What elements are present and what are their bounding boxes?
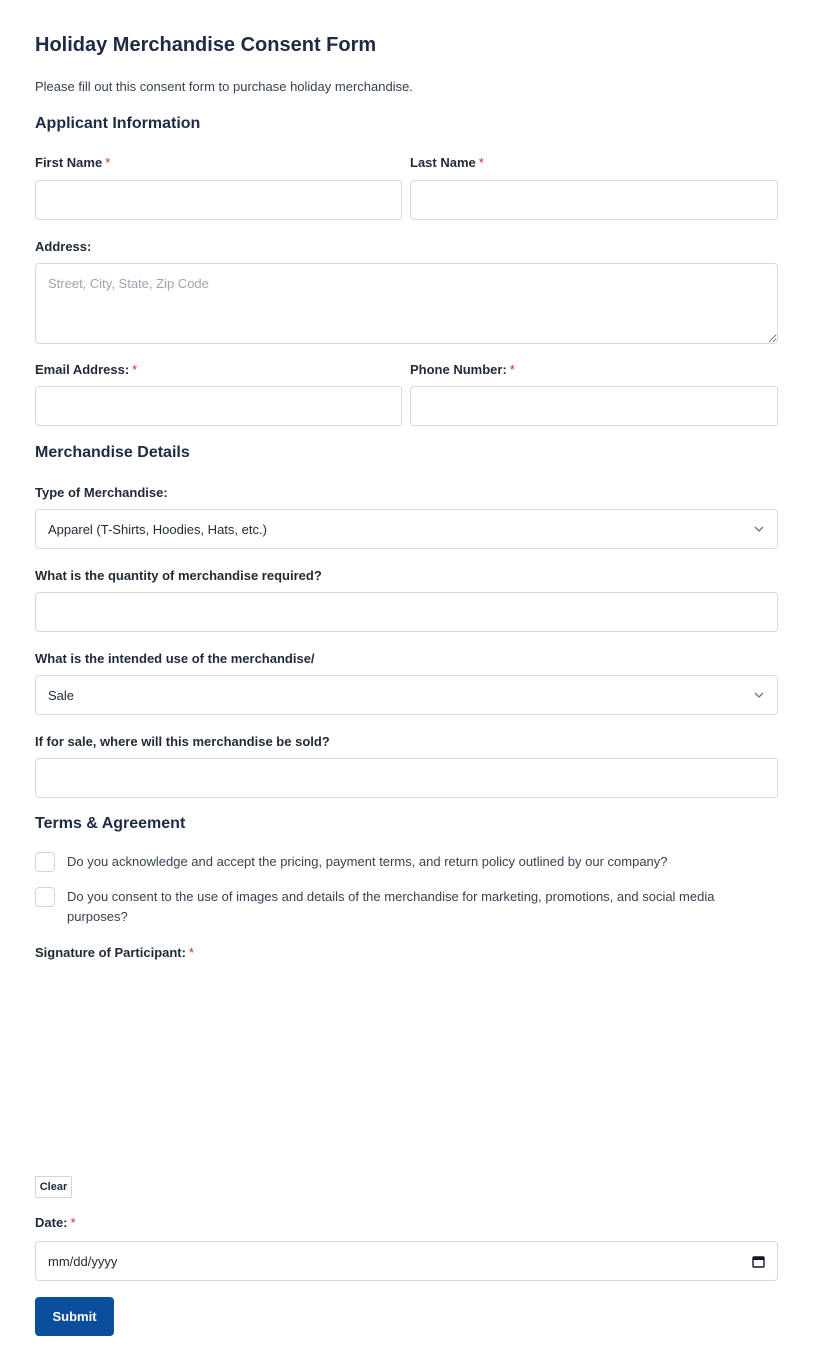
intended-use-label: What is the intended use of the merchandise/ bbox=[35, 651, 315, 666]
date-label bbox=[35, 1215, 76, 1230]
quantity-input[interactable] bbox=[35, 592, 778, 632]
date-placeholder: mm/dd/yyyy bbox=[48, 1253, 118, 1269]
merch-type-label: Type of Merchandise: bbox=[35, 485, 168, 500]
address-textarea[interactable] bbox=[35, 263, 778, 344]
date-label-text: Date: bbox=[35, 1215, 68, 1230]
calendar-icon[interactable] bbox=[752, 1255, 765, 1268]
signature-label-text: Signature of Participant: bbox=[35, 945, 186, 960]
address-label: Address: bbox=[35, 239, 92, 254]
email-input[interactable] bbox=[35, 386, 402, 426]
phone-label-text: Phone Number: bbox=[410, 362, 507, 377]
merch-type-select[interactable] bbox=[35, 509, 778, 549]
phone-label bbox=[410, 362, 515, 377]
submit-button[interactable]: Submit bbox=[35, 1297, 114, 1336]
chevron-down-icon bbox=[753, 689, 765, 701]
intended-use-selected: Sale bbox=[48, 687, 75, 703]
phone-input[interactable] bbox=[410, 386, 778, 426]
last-name-input[interactable] bbox=[410, 180, 778, 220]
terms-checkbox-marketing[interactable] bbox=[35, 887, 55, 907]
last-name-label-text: Last Name bbox=[410, 155, 476, 170]
signature-pad[interactable] bbox=[35, 968, 778, 1168]
section-terms-heading: Terms & Agreement bbox=[35, 815, 186, 832]
first-name-label-text: First Name bbox=[35, 155, 103, 170]
terms-checkbox-pricing[interactable] bbox=[35, 852, 55, 872]
email-label-text: Email Address: bbox=[35, 362, 130, 377]
first-name-input[interactable] bbox=[35, 180, 402, 220]
sale-location-label: If for sale, where will this merchandise be sold? bbox=[35, 734, 330, 749]
merch-type-selected: Apparel (T-Shirts, Hoodies, Hats, etc.) bbox=[48, 521, 267, 537]
quantity-label: What is the quantity of merchandise required? bbox=[35, 568, 322, 583]
required-marker: * bbox=[70, 1215, 76, 1230]
section-merchandise-heading: Merchandise Details bbox=[35, 444, 190, 461]
clear-signature-button[interactable]: Clear bbox=[35, 1176, 72, 1198]
signature-label bbox=[35, 945, 194, 960]
required-marker: * bbox=[132, 362, 138, 377]
chevron-down-icon bbox=[753, 523, 765, 535]
terms-text-marketing: Do you consent to the use of images and details of the merchandise for marketing, promotions, and social media purposes? bbox=[67, 889, 715, 924]
required-marker: * bbox=[105, 155, 111, 170]
intended-use-select[interactable] bbox=[35, 675, 778, 715]
required-marker: * bbox=[188, 945, 195, 960]
page-title: Holiday Merchandise Consent Form bbox=[35, 34, 377, 56]
form-intro: Please fill out this consent form to purchase holiday merchandise. bbox=[35, 79, 413, 94]
required-marker: * bbox=[478, 155, 484, 170]
email-label bbox=[35, 362, 137, 377]
section-applicant-heading: Applicant Information bbox=[35, 115, 201, 132]
terms-text-pricing: Do you acknowledge and accept the pricing, payment terms, and return policy outlined by our company? bbox=[67, 854, 668, 869]
last-name-label bbox=[410, 155, 484, 170]
required-marker: * bbox=[509, 362, 515, 377]
first-name-label bbox=[35, 155, 110, 170]
sale-location-input[interactable] bbox=[35, 758, 778, 798]
date-input[interactable] bbox=[35, 1241, 778, 1281]
